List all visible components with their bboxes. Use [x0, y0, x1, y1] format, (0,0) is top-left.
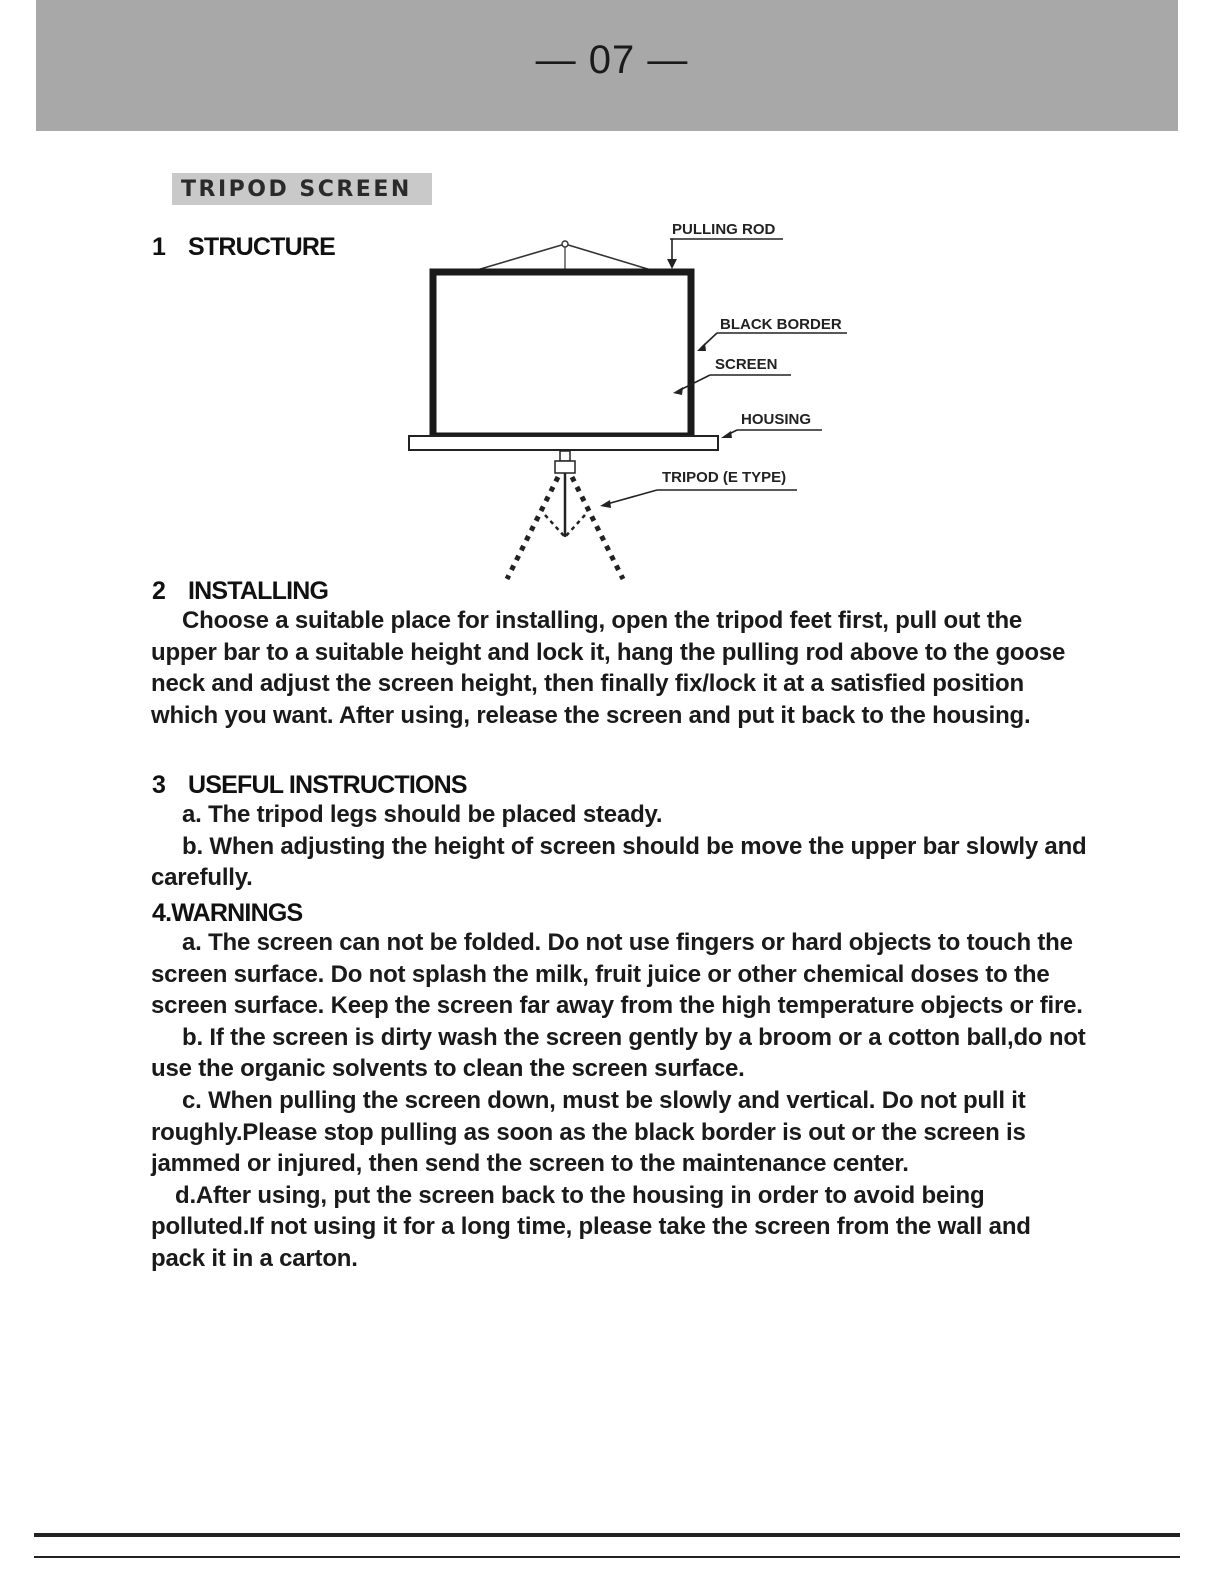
label-housing-text: HOUSING [741, 411, 812, 428]
useful-item: b. When adjusting the height of screen should be move the upper bar slowly and carefully. [151, 832, 1087, 892]
heading-installing-label: INSTALLING [188, 577, 329, 605]
label-pulling-rod [667, 221, 783, 269]
warnings-body [151, 927, 1091, 1275]
label-black-border [697, 316, 847, 351]
footer-rule-thick [34, 1533, 1180, 1537]
heading-structure-number: 1 [152, 233, 166, 261]
tripod-legs [507, 451, 623, 579]
label-tripod [600, 469, 797, 508]
heading-structure-label: STRUCTURE [188, 233, 335, 261]
useful-item: a. The tripod legs should be placed steady. [182, 801, 663, 828]
page-number: — 07 — [535, 38, 689, 82]
label-screen-text: SCREEN [715, 356, 778, 373]
warning-item: a. The screen can not be folded. Do not use fingers or hard objects to touch the screen surface. Do not splash the milk, fruit juice or other chemical doses to the screen surface. Keep the screen far away from the high temperature objects or fire. [151, 929, 1083, 1020]
heading-useful-number: 3 [152, 771, 166, 799]
label-pulling-rod-text: PULLING ROD [672, 221, 776, 238]
heading-useful-label: USEFUL INSTRUCTIONS [188, 771, 467, 799]
heading-structure [152, 233, 335, 262]
warning-item: c. When pulling the screen down, must be slowly and vertical. Do not pull it roughly.Please stop pulling as soon as the black border is out or the screen is jammed or injured, then send the screen to the maintenance center. [151, 1086, 1026, 1178]
pulling-rod [477, 241, 651, 270]
label-tripod-text: TRIPOD (E TYPE) [662, 469, 787, 486]
warning-item: d.After using, put the screen back to the housing in order to avoid being polluted.If not using it for a long time, please take the screen from the wall and pack it in a carton. [151, 1181, 1031, 1272]
useful-body [151, 799, 1091, 894]
heading-warnings-label: 4.WARNINGS [152, 899, 303, 927]
warning-item: b. If the screen is dirty wash the screen gently by a broom or a cotton ball,do not use the organic solvents to clean the screen surface. [151, 1023, 1086, 1083]
heading-useful [152, 771, 467, 800]
footer-rule-thin [34, 1556, 1180, 1558]
section-title: TRIPOD SCREEN [172, 173, 432, 205]
installing-text: Choose a suitable place for installing, open the tripod feet first, pull out the upper bar to a suitable height and lock it, hang the pulling rod above to the goose neck and adjust the screen height, then finally fix/lock it at a satisfied position which you want. After using, release the screen and put it back to the housing. [151, 607, 1066, 729]
label-housing [721, 411, 822, 438]
heading-installing [152, 577, 328, 606]
installing-body [151, 605, 1091, 731]
screen-frame [433, 272, 691, 436]
label-black-border-text: BLACK BORDER [720, 316, 842, 333]
heading-warnings [152, 899, 302, 928]
heading-installing-number: 2 [152, 577, 166, 605]
structure-diagram [395, 215, 865, 595]
housing-bar [409, 436, 718, 450]
